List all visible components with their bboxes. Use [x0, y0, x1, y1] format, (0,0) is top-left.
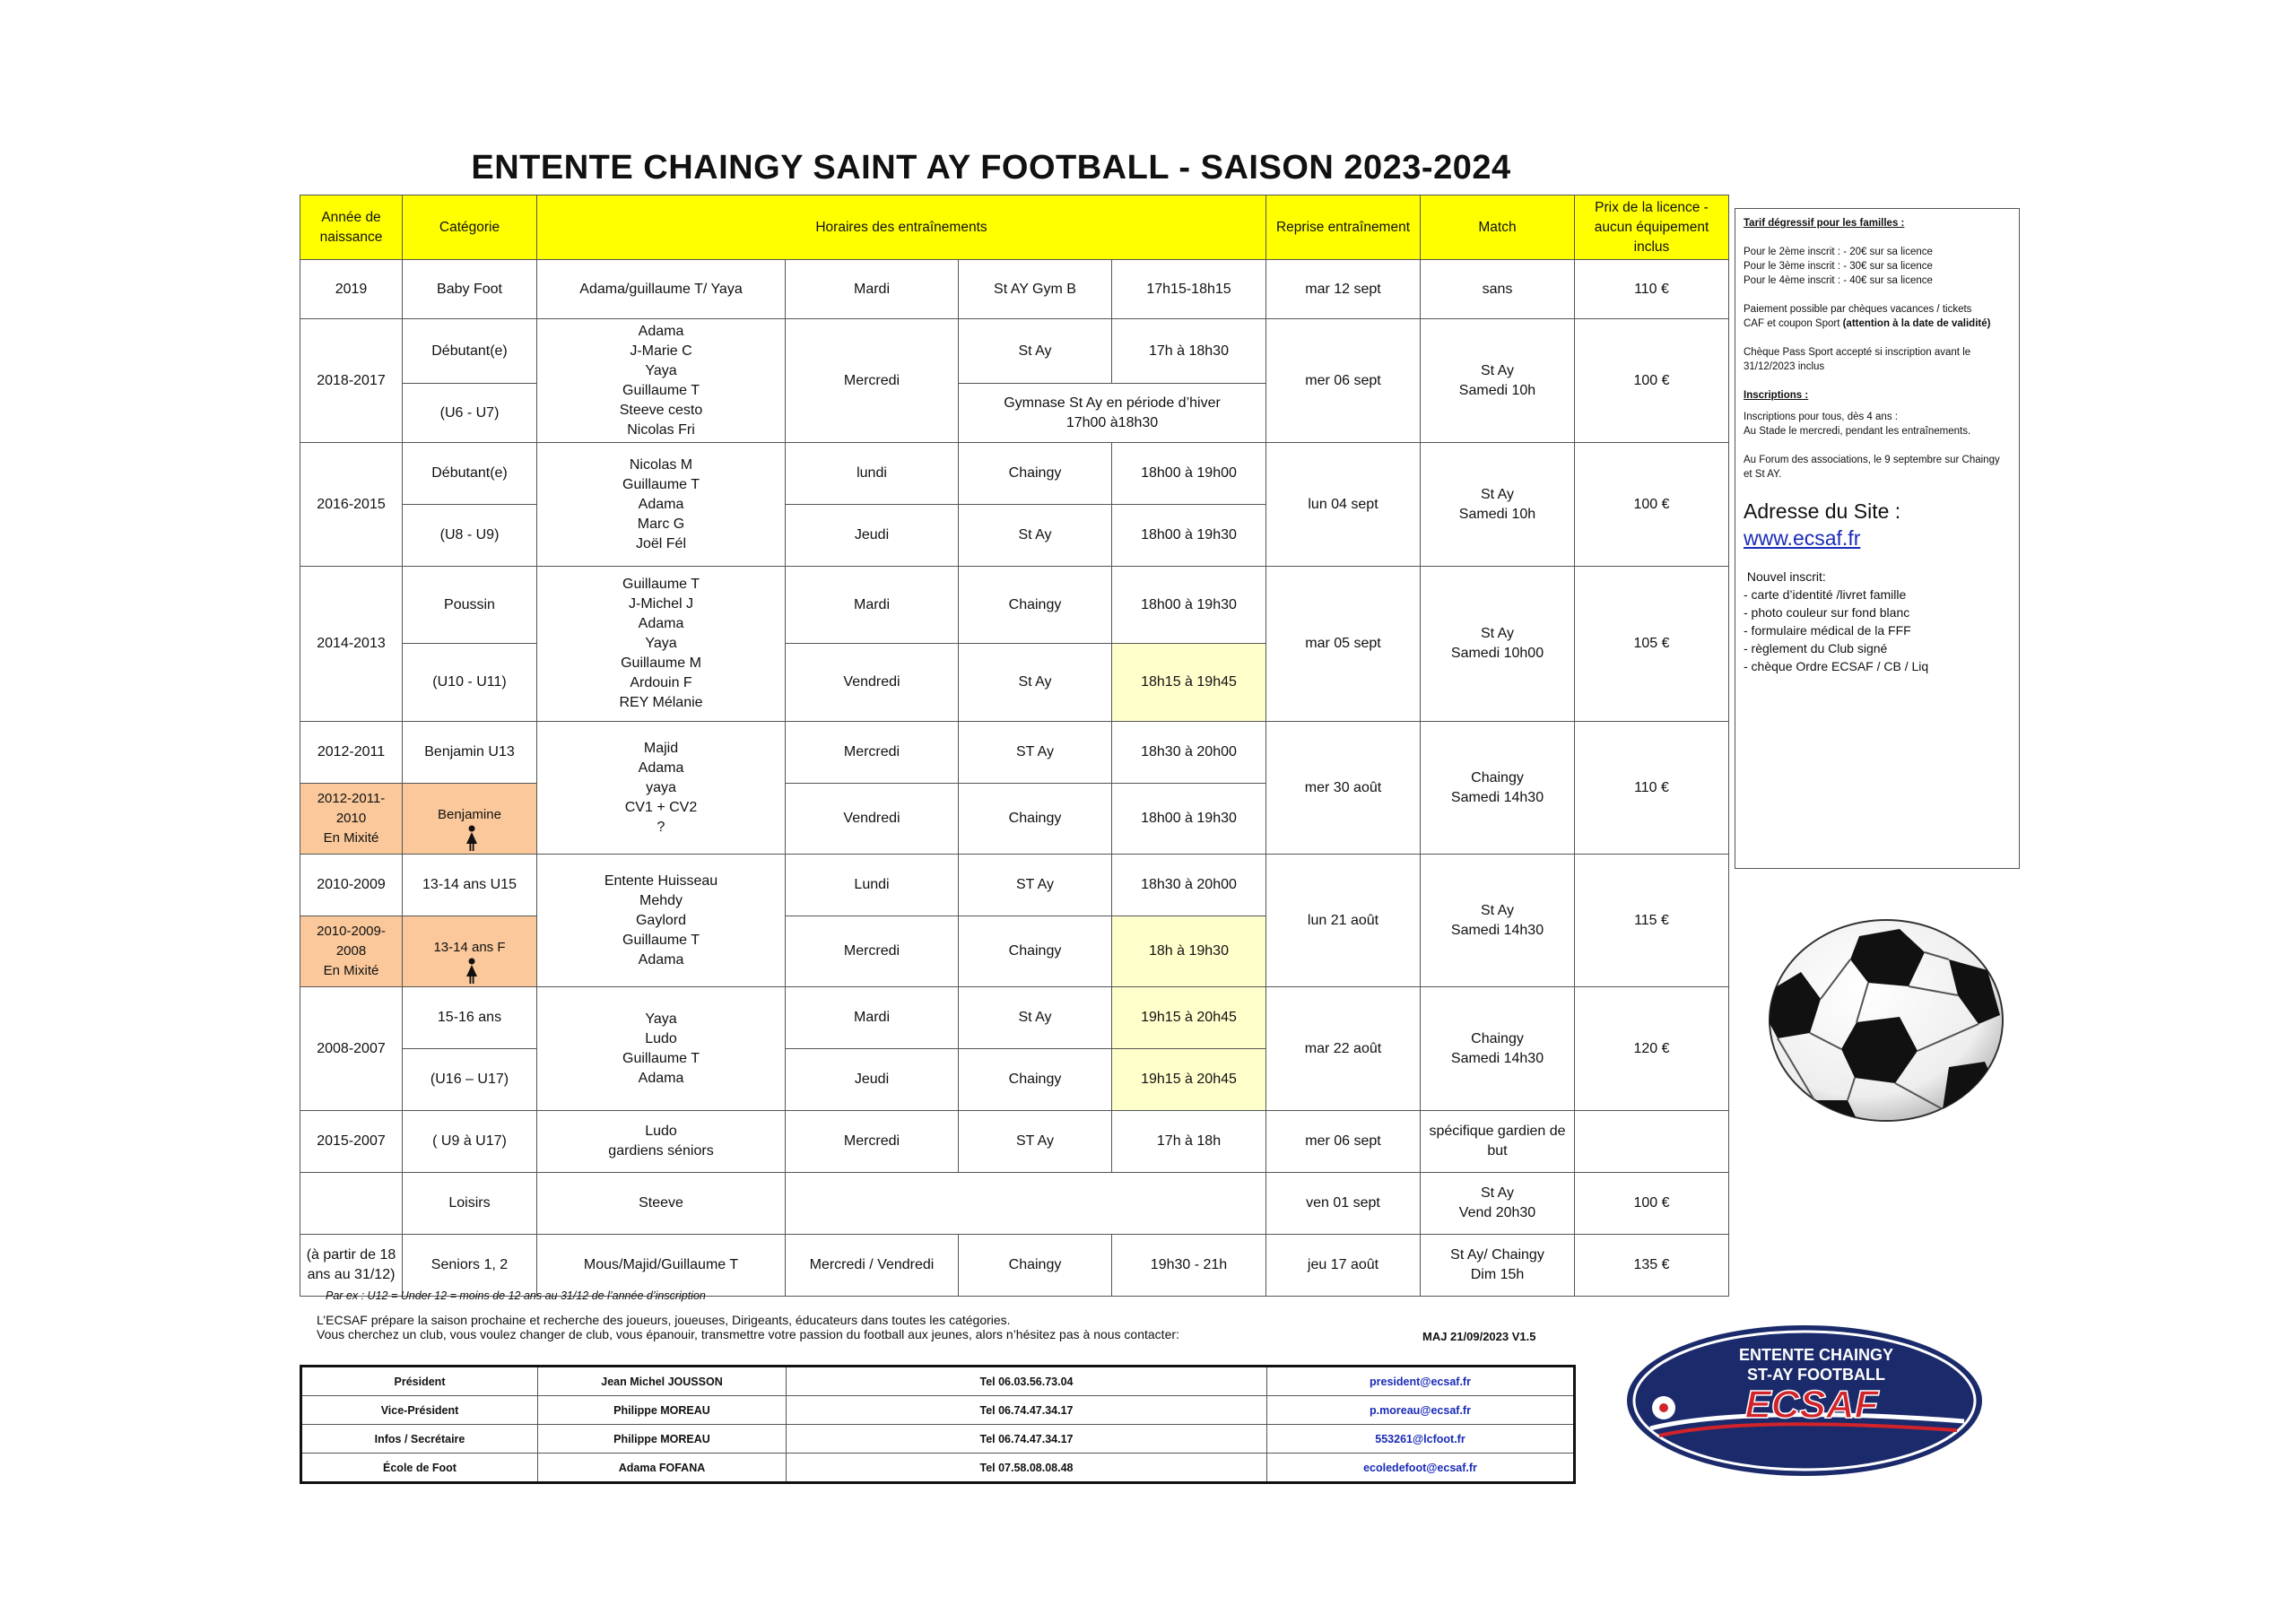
- contact-name: Adama FOFANA: [538, 1454, 787, 1483]
- jour-cell: Jeudi: [786, 505, 959, 567]
- contact-role: Président: [301, 1367, 538, 1396]
- contact-email-link[interactable]: president@ecsaf.fr: [1267, 1367, 1575, 1396]
- club-note: L’ECSAF prépare la saison prochaine et recherche des joueurs, joueuses, Dirigeants, éducateurs dans toutes les catégories. Vous cherchez un club, vous voulez changer de club, vous épanouir, transmettre votre passion du football aux jeunes, alors n’hésitez pas à nous contacter:: [317, 1313, 1179, 1341]
- match-cell: St Ay Samedi 10h: [1421, 443, 1575, 567]
- table-row: [300, 260, 1729, 319]
- heure-cell: 18h15 à 19h45: [1112, 644, 1266, 722]
- heure-cell: 18h30 à 20h00: [1112, 855, 1266, 916]
- nouvel-inscrit-title: Nouvel inscrit:: [1744, 569, 1826, 584]
- pass-sport-text: Chèque Pass Sport accepté si inscription avant le 31/12/2023 inclus: [1744, 347, 1971, 372]
- jour-cell: Mercredi: [786, 1111, 959, 1173]
- u12-note: Par ex : U12 = Under 12 = moins de 12 ans au 31/12 de l’année d’inscription: [326, 1289, 706, 1302]
- contact-name: Philippe MOREAU: [538, 1396, 787, 1425]
- heure-cell: 18h00 à 19h30: [1112, 505, 1266, 567]
- heure-cell: 18h00 à 19h00: [1112, 443, 1266, 505]
- categorie-cell: ( U9 à U17): [403, 1111, 537, 1173]
- inscriptions-text: Inscriptions pour tous, dès 4 ans : Au Stade le mercredi, pendant les entraînements.: [1744, 412, 1971, 437]
- lieu-cell: ST Ay: [959, 1111, 1112, 1173]
- header-prix: Prix de la licence - aucun équipement inclus: [1575, 195, 1729, 260]
- contact-email-link[interactable]: ecoledefoot@ecsaf.fr: [1267, 1454, 1575, 1483]
- header-annee: Année de naissance: [300, 195, 403, 260]
- contact-email-link[interactable]: 553261@lcfoot.fr: [1267, 1425, 1575, 1454]
- annee-cell: 2010-2009: [300, 855, 403, 916]
- jour-cell: Lundi: [786, 855, 959, 916]
- jour-cell: Mercredi / Vendredi: [786, 1235, 959, 1297]
- match-cell: Chaingy Samedi 14h30: [1421, 987, 1575, 1111]
- table-row: [300, 722, 1729, 784]
- coach-cell: Mous/Majid/Guillaume T: [537, 1235, 786, 1297]
- header-row: [300, 195, 1729, 260]
- jour-cell: Mardi: [786, 987, 959, 1049]
- contact-role: Vice-Président: [301, 1396, 538, 1425]
- coach-cell: Adama J-Marie C Yaya Guillaume T Steeve cesto Nicolas Fri: [537, 319, 786, 443]
- annee-cell: 2008-2007: [300, 987, 403, 1111]
- categorie-cell: (U8 - U9): [403, 505, 537, 567]
- match-cell: St Ay Samedi 10h00: [1421, 567, 1575, 722]
- reprise-cell: mer 06 sept: [1266, 319, 1421, 443]
- match-cell: St Ay Samedi 10h: [1421, 319, 1575, 443]
- jour-cell: Mercredi: [786, 722, 959, 784]
- contact-row: [301, 1367, 1575, 1396]
- jour-cell: Mercredi: [786, 319, 959, 443]
- paiement-label: Paiement possible par chèques vacances / tickets CAF et coupon Sport: [1744, 304, 1972, 329]
- schedule-table: [300, 195, 1729, 1297]
- table-row: [300, 987, 1729, 1049]
- lieu-cell: St Ay: [959, 644, 1112, 722]
- heure-cell: 18h00 à 19h30: [1112, 567, 1266, 644]
- coach-cell: Yaya Ludo Guillaume T Adama: [537, 987, 786, 1111]
- coach-cell: Majid Adama yaya CV1 + CV2 ?: [537, 722, 786, 855]
- lieu-cell: ST Ay: [959, 855, 1112, 916]
- prix-cell: 100 €: [1575, 443, 1729, 567]
- lieu-cell: Chaingy: [959, 916, 1112, 987]
- jour-cell: Jeudi: [786, 1049, 959, 1111]
- lieu-cell: Chaingy: [959, 443, 1112, 505]
- reprise-cell: lun 21 août: [1266, 855, 1421, 987]
- reprise-cell: ven 01 sept: [1266, 1173, 1421, 1235]
- match-cell: Chaingy Samedi 14h30: [1421, 722, 1575, 855]
- prix-cell: 120 €: [1575, 987, 1729, 1111]
- match-cell: St Ay Samedi 14h30: [1421, 855, 1575, 987]
- contact-tel: Tel 06.74.47.34.17: [787, 1396, 1267, 1425]
- categorie-cell: (U6 - U7): [403, 384, 537, 443]
- table-row: [300, 443, 1729, 505]
- categorie-cell: 15-16 ans: [403, 987, 537, 1049]
- heure-cell: 19h30 - 21h: [1112, 1235, 1266, 1297]
- horaires-empty-cell: [786, 1173, 1266, 1235]
- info-sidebar: [1735, 208, 2020, 869]
- version-label: MAJ 21/09/2023 V1.5: [1422, 1330, 1536, 1343]
- forum-text: Au Forum des associations, le 9 septembre sur Chaingy et St AY.: [1744, 455, 2000, 480]
- contact-row: [301, 1454, 1575, 1483]
- soccer-ball-image: [1765, 916, 2007, 1124]
- coach-cell: Nicolas M Guillaume T Adama Marc G Joël Fél: [537, 443, 786, 567]
- match-cell: spécifique gardien de but: [1421, 1111, 1575, 1173]
- female-icon: [465, 958, 479, 985]
- prix-cell: 135 €: [1575, 1235, 1729, 1297]
- header-reprise: Reprise entraînement: [1266, 195, 1421, 260]
- jour-cell: lundi: [786, 443, 959, 505]
- contact-name: Philippe MOREAU: [538, 1425, 787, 1454]
- contact-row: [301, 1425, 1575, 1454]
- header-categorie: Catégorie: [403, 195, 537, 260]
- ecsaf-logo: [1623, 1323, 1987, 1480]
- prix-cell: 100 €: [1575, 319, 1729, 443]
- contact-email-link[interactable]: p.moreau@ecsaf.fr: [1267, 1396, 1575, 1425]
- paiement-warning: (attention à la date de validité): [1842, 318, 1991, 329]
- female-icon: [465, 825, 479, 852]
- categorie-cell: Débutant(e): [403, 443, 537, 505]
- jour-cell: Mercredi: [786, 916, 959, 987]
- lieu-cell: Chaingy: [959, 1049, 1112, 1111]
- coach-cell: Ludo gardiens séniors: [537, 1111, 786, 1173]
- categorie-label: 13-14 ans F: [433, 940, 506, 955]
- jour-cell: Vendredi: [786, 644, 959, 722]
- categorie-cell: Débutant(e): [403, 319, 537, 384]
- reprise-cell: mar 22 août: [1266, 987, 1421, 1111]
- annee-mixite-cell: 2010-2009-2008 En Mixité: [300, 916, 403, 987]
- reprise-cell: mar 05 sept: [1266, 567, 1421, 722]
- coach-cell: Guillaume T J-Michel J Adama Yaya Guillaume M Ardouin F REY Mélanie: [537, 567, 786, 722]
- lieu-cell: St Ay: [959, 319, 1112, 384]
- contact-row: [301, 1396, 1575, 1425]
- reprise-cell: mer 30 août: [1266, 722, 1421, 855]
- annee-cell: 2018-2017: [300, 319, 403, 443]
- lieu-cell: St AY Gym B: [959, 260, 1112, 319]
- prix-cell: [1575, 1111, 1729, 1173]
- reprise-cell: mar 12 sept: [1266, 260, 1421, 319]
- table-row: [300, 1235, 1729, 1297]
- annee-cell: 2012-2011: [300, 722, 403, 784]
- reprise-cell: mer 06 sept: [1266, 1111, 1421, 1173]
- header-horaires: Horaires des entraînements: [537, 195, 1266, 260]
- prix-cell: 110 €: [1575, 260, 1729, 319]
- logo-line2: ST-AY FOOTBALL: [1746, 1366, 1886, 1384]
- tarif-lines: Pour le 2ème inscrit : - 20€ sur sa licence Pour le 3ème inscrit : - 30€ sur sa licence Pour le 4ème inscrit : - 40€ sur sa licence: [1744, 247, 1933, 286]
- categorie-cell: Seniors 1, 2: [403, 1235, 537, 1297]
- contact-tel: Tel 07.58.08.08.48: [787, 1454, 1267, 1483]
- categorie-cell: (U16 – U17): [403, 1049, 537, 1111]
- paiement-text: [1744, 302, 2011, 331]
- nouvel-inscrit-list: - carte d’identité /livret famille - photo couleur sur fond blanc - formulaire médical de la FFF - règlement du Club signé - chèque Ordre ECSAF / CB / Liq: [1744, 587, 1929, 673]
- prix-cell: 110 €: [1575, 722, 1729, 855]
- table-row: [300, 567, 1729, 644]
- heure-cell: 17h à 18h: [1112, 1111, 1266, 1173]
- annee-cell: 2015-2007: [300, 1111, 403, 1173]
- annee-cell: 2014-2013: [300, 567, 403, 722]
- prix-cell: 105 €: [1575, 567, 1729, 722]
- categorie-cell: Baby Foot: [403, 260, 537, 319]
- jour-cell: Vendredi: [786, 784, 959, 855]
- match-cell: sans: [1421, 260, 1575, 319]
- table-row: [300, 1111, 1729, 1173]
- prix-cell: 100 €: [1575, 1173, 1729, 1235]
- categorie-label: Benjamine: [438, 807, 501, 822]
- heure-cell: 18h à 19h30: [1112, 916, 1266, 987]
- contact-role: École de Foot: [301, 1454, 538, 1483]
- jour-cell: Mardi: [786, 260, 959, 319]
- reprise-cell: lun 04 sept: [1266, 443, 1421, 567]
- coach-cell: Entente Huisseau Mehdy Gaylord Guillaume T Adama: [537, 855, 786, 987]
- contact-role: Infos / Secrétaire: [301, 1425, 538, 1454]
- annee-cell: 2019: [300, 260, 403, 319]
- contact-tel: Tel 06.74.47.34.17: [787, 1425, 1267, 1454]
- heure-cell: 19h15 à 20h45: [1112, 1049, 1266, 1111]
- categorie-cell: 13-14 ans U15: [403, 855, 537, 916]
- contacts-table: [300, 1365, 1576, 1484]
- lieu-cell: Chaingy: [959, 1235, 1112, 1297]
- lieu-cell: ST Ay: [959, 722, 1112, 784]
- site-title: Adresse du Site :: [1744, 499, 1901, 523]
- categorie-cell: (U10 - U11): [403, 644, 537, 722]
- page-title: ENTENTE CHAINGY SAINT AY FOOTBALL - SAISON 2023-2024: [471, 149, 1511, 187]
- contact-tel: Tel 06.03.56.73.04: [787, 1367, 1267, 1396]
- categorie-cell: [403, 916, 537, 987]
- lieu-cell: Chaingy: [959, 567, 1112, 644]
- heure-cell: 19h15 à 20h45: [1112, 987, 1266, 1049]
- lieu-cell: St Ay: [959, 987, 1112, 1049]
- lieu-cell: St Ay: [959, 505, 1112, 567]
- reprise-cell: jeu 17 août: [1266, 1235, 1421, 1297]
- annee-cell: 2016-2015: [300, 443, 403, 567]
- logo-ecsaf: ECSAF: [1744, 1383, 1879, 1427]
- annee-cell: [300, 1173, 403, 1235]
- contact-name: Jean Michel JOUSSON: [538, 1367, 787, 1396]
- heure-cell: 17h15-18h15: [1112, 260, 1266, 319]
- jour-cell: Mardi: [786, 567, 959, 644]
- inscriptions-title: Inscriptions :: [1744, 390, 1809, 401]
- prix-cell: 115 €: [1575, 855, 1729, 987]
- logo-line1: ENTENTE CHAINGY: [1738, 1346, 1894, 1364]
- gymnase-cell: Gymnase St Ay en période d’hiver 17h00 à18h30: [959, 384, 1266, 443]
- heure-cell: 18h30 à 20h00: [1112, 722, 1266, 784]
- heure-cell: 18h00 à 19h30: [1112, 784, 1266, 855]
- site-link[interactable]: www.ecsaf.fr: [1744, 526, 1861, 550]
- coach-cell: Steeve: [537, 1173, 786, 1235]
- table-row: [300, 1173, 1729, 1235]
- categorie-cell: Benjamin U13: [403, 722, 537, 784]
- header-match: Match: [1421, 195, 1575, 260]
- match-cell: St Ay/ Chaingy Dim 15h: [1421, 1235, 1575, 1297]
- annee-mixite-cell: 2012-2011-2010 En Mixité: [300, 784, 403, 855]
- table-row: [300, 855, 1729, 916]
- annee-cell: (à partir de 18 ans au 31/12): [300, 1235, 403, 1297]
- heure-cell: 17h à 18h30: [1112, 319, 1266, 384]
- table-row: [300, 319, 1729, 384]
- categorie-cell: Poussin: [403, 567, 537, 644]
- tarif-title: Tarif dégressif pour les familles :: [1744, 218, 1905, 229]
- coach-cell: Adama/guillaume T/ Yaya: [537, 260, 786, 319]
- categorie-cell: [403, 784, 537, 855]
- lieu-cell: Chaingy: [959, 784, 1112, 855]
- match-cell: St Ay Vend 20h30: [1421, 1173, 1575, 1235]
- categorie-cell: Loisirs: [403, 1173, 537, 1235]
